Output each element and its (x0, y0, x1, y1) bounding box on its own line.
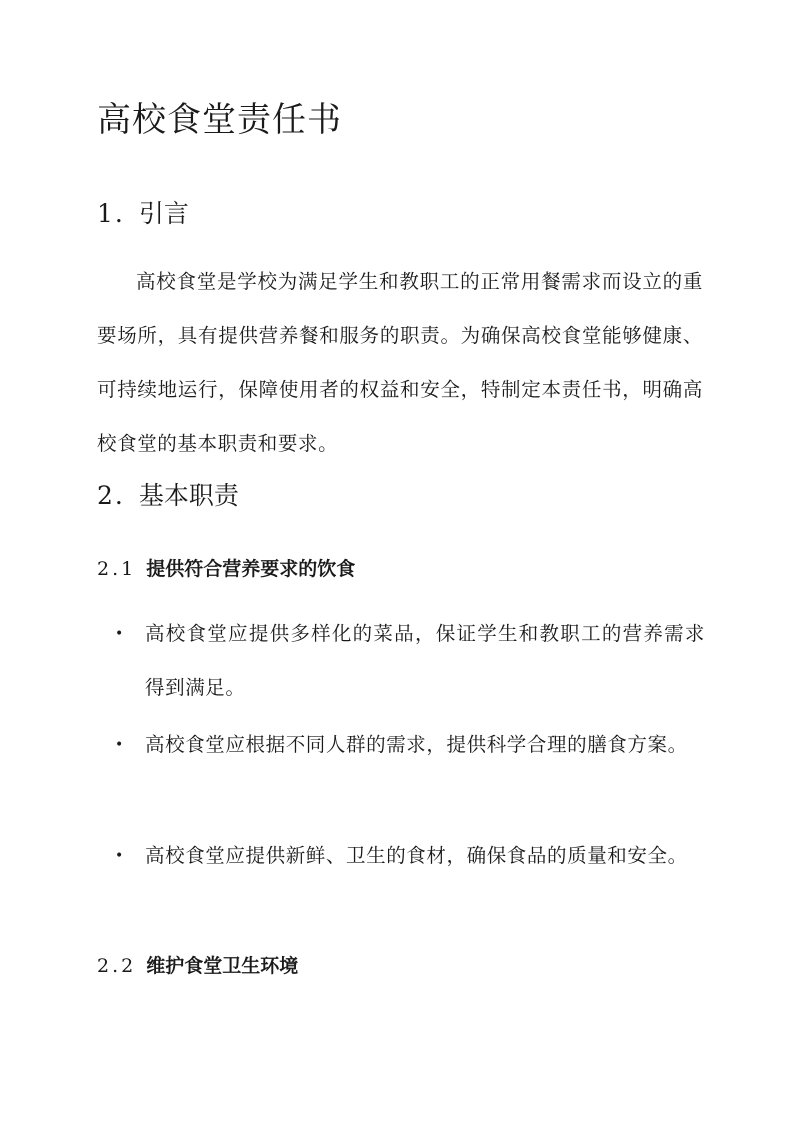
section-1-heading (97, 196, 189, 232)
list-item (115, 607, 705, 715)
subsection-2-1-title: 提供符合营养要求的饮食 (146, 558, 356, 580)
list-item (115, 829, 705, 883)
section-2-number: 2. (97, 481, 125, 510)
bullet-icon: • (115, 737, 124, 753)
section-2-title: 基本职责 (138, 481, 239, 510)
subsection-2-2-number: 2.2 (97, 955, 137, 977)
bullet-icon: • (115, 848, 124, 864)
subsection-2-1-heading (97, 555, 355, 583)
subsection-2-1-number: 2.1 (97, 558, 137, 580)
list-item-text: 高校食堂应提供新鲜、卫生的食材，确保食品的质量和安全。 (145, 844, 688, 867)
section-2-heading (97, 478, 239, 514)
section-1-number: 1. (97, 199, 125, 228)
section-1-title: 引言 (138, 199, 189, 228)
list-item-text: 高校食堂应提供多样化的菜品，保证学生和教职工的营养需求得到满足。 (145, 622, 705, 699)
bullet-icon: • (115, 626, 124, 642)
section-1-paragraph: 高校食堂是学校为满足学生和教职工的正常用餐需求而设立的重要场所，具有提供营养餐和服务的职责。为确保高校食堂能够健康、可持续地运行，保障使用者的权益和安全，特制定本责任书，明确高校食堂的基本职责和要求。 (97, 270, 703, 455)
list-item-text: 高校食堂应根据不同人群的需求，提供科学合理的膳食方案。 (145, 733, 688, 756)
list-item (115, 718, 705, 772)
document-title: 高校食堂责任书 (97, 100, 342, 140)
subsection-2-2-heading (97, 952, 298, 980)
subsection-2-2-title: 维护食堂卫生环境 (146, 955, 299, 977)
